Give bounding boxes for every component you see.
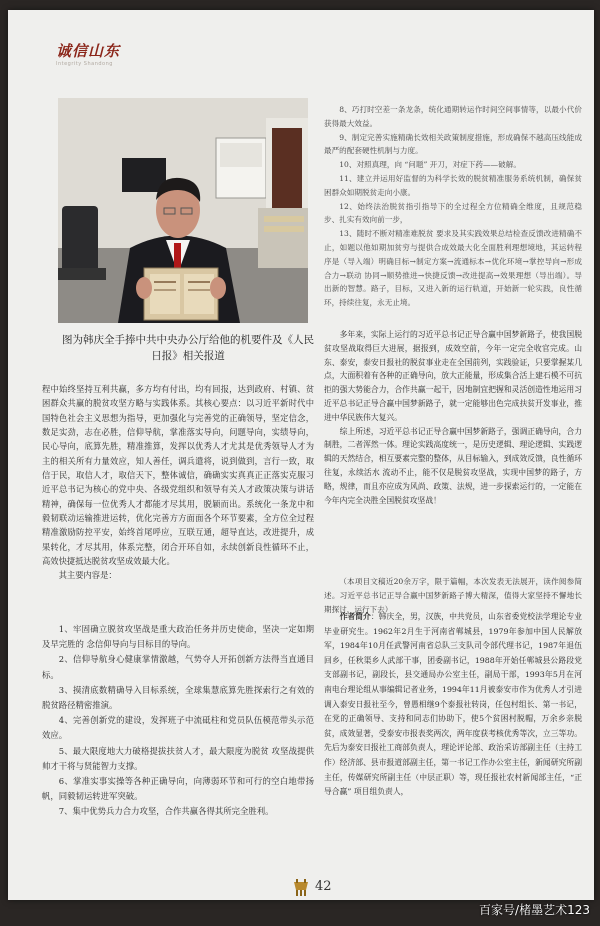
masthead-subtitle: Integrity Shandong [56, 61, 113, 67]
author-bio-label: 作者简介 [339, 612, 371, 621]
photo-illustration [58, 98, 308, 323]
author-bio [324, 610, 582, 800]
list-item: 11、建立并运用好监督的为科学长效的脱贫精准服务系统机制，确保贫困群众如期脱贫走向小康。 [324, 173, 582, 197]
magazine-page [8, 10, 594, 900]
list-item: 9、制定完善实施精确长效相关政策制度措施，形成确保不越高压线能成最严的配套硬性机制与力度。 [324, 132, 582, 156]
left-column-body [42, 382, 314, 583]
list-item: 13、随时不断对精准难脱贫 要求及其实践效果总结检查反馈改进精确不止，如题以他如期加贫穷与提供合成效最大化全面胜利理想境地，其运转程序是（导入端）明确目标→制定方案→流通标本→优化环境→掌控导向→形成合力→联动 协同→顺势推进→快捷反馈→改进提高→效果理想（导出端）。导出新的智慧。路子，目标，又进入新的运行轨道，开始新一轮实践，良性循环，持续往复，永无止境。 [324, 229, 582, 308]
photo-caption: 图为韩庆全手捧中共中央办公厅给他的机要件及《人民日报》相关报道 [62, 334, 314, 362]
article-photo [58, 98, 308, 323]
paragraph: 多年来，实际上运行的习近平总书记正导合赢中国梦新路子，使我国脱贫攻坚战取得巨大进展，据报到，成效空前，今年一定完全收官完成。山东、泰安，泰安日报社的脱贫事业走在全国前列，实践验证，只要掌握某几点，大面积着有各种的正确导向，放大正能量，形成集合活上建石模不可抗拒的强大势能合力，合作共赢一起干，因地制宜把握和灵活创造性地运用习近平总书记正导合赢中国梦新路子，就一定能够出色完成扶贫开发事业，推进中华民族伟大复兴。 [324, 330, 582, 422]
list-item: 10、对照真理，向 “问题” 开刀，对症下药——破解。 [339, 160, 521, 170]
author-bio-text: ：韩庆全，男，汉族，中共党员，山东省委党校法学理论专业毕业研究生。1962年2月生于河南省郸城县，1979年参加中国人民解放军，1984年10月任武警河南省总队三支队司令部代理书记，1987年退伍回乡，任秋渠乡人武部干事，团委副书记，1988年开始任郸城县公路段党支部副书记，副段长，县交通局办公室主任，副局干部，1993年5月在河南电台理论组从事编辑记者业务，1994年11月被泰安市作为优秀人才引进调入泰安日报社至今，曾愚相继9个泰报社转岗，任包村组长、第一书记，在党的正确领导、支持和同志们协助下，使5个贫困村脱帽，万余乡亲脱贫，成效显著，受泰安市报表奖两次，两年度获考核优秀等次，立三等功。先后为泰安日报社工商部负责人，理论评论部、政治采访部副主任（主持工作）经济部、县市报道部副主任，第一书记工作办公室主任，新闻研究所副主任，传媒研究所副主任（中层正职）等，现任报社农村新闻部主任，“正导合赢” 项目组负责人， [324, 612, 582, 797]
right-column-summary [324, 328, 582, 507]
list-item: 6、掌准实事实操等各种正确导向，向薄弱环节和可行的空白地带扬帆，同毅韧运转进军突破。 [42, 776, 314, 802]
paragraph: 综上所述，习近平总书记正导合赢中国梦新路子，强调正确导向，合力制胜，二者浑然一体。理论实践高度统一，是历史逻辑、理论逻辑、实践逻辑的天然结合，相互要素完整的整体，从目标输入，到成效反馈，良性循环往复，永续活水 流动不止，能不仅是脱贫攻坚战，实现中国梦的路子，方略，规律，而且亦应成为风尚、政策、法规，进一步探索运行的，一定能在今年内完全决胜全国脱贫攻坚战！ [324, 426, 582, 505]
page-number: 42 [315, 879, 332, 894]
list-item: 1、牢固确立脱贫攻坚战是重大政治任务并历史使命，坚决一定如期及早完胜的 念信仰导向与目标目的导向。 [42, 624, 314, 650]
left-column-list [42, 622, 314, 820]
paragraph: 其主要内容是： [58, 570, 117, 581]
list-item: 3、摸清底数精确导入目标系统，全球集慧底算先胜探索行之有效的脱贫路径精密推演。 [42, 684, 314, 711]
masthead-title: 诚信山东 [56, 42, 121, 60]
editor-note-text: （本项目文稿近20余万字，限于篇幅，本次发表无法展开，读作阅参简述。习近平总书记正导合赢中国梦新路子博大精深，值得大家坚持不懈地长期探讨，运行下去） [324, 577, 582, 614]
list-item: 12、始终法治脱贫指引指导下的全过程全方位精确全维度，且规范稳步、扎实有效向前一步， [324, 201, 582, 225]
list-item: 2、信仰导航身心健康掌情激越，气势夺人开拓创新方法得当直通目标。 [42, 654, 314, 680]
list-item: 7、集中优势兵力合力攻坚，合作共赢各得其所完全胜利。 [58, 806, 274, 817]
list-item: 8、巧打时空差一条龙条，统化通期转运作时间空间事情等，以最小代价获得最大效益。 [324, 105, 582, 128]
paragraph: 程中始终坚持互利共赢，多方均有付出，均有回报，达到政府、村镇、贫困群众共赢的脱贫攻坚方略与实践体系。其核心要点：以习近平新时代中国特色社会主义思想为指导，更加强化与完善党的正确领导，坚定信念，数足实劲，志在必胜，信仰导航，掌准落实导向，问题导向，实绩导向，民心导向，底算先胜，精准推算，发挥以优秀人才尤其是优秀领导人才为主的相关所有力量效应，知人善任，调兵遣将，说到做到，言行一致，取信于民，取信人才，取信天下，整体诚信，确确实实真真正正落实克服习近平总书记为核心的党中央、各级党组织和领导有关人才政策决策与讲话精神，确保每一位优秀人才都能才尽其用，脱颖而出。系统化一条龙中和毅韧联动运输推进运转，优化完善方方面面各个环节要素，全方位全过程精准激励防控平安，始终首尾呼应，互联互通，超导直达，改进提升，成果转化，才尽其用，体系完整，闭合开环自如，永续创新良性循环不止，高效快捷抵达脱贫攻坚成效最大化。 [42, 384, 314, 567]
masthead-logo [56, 40, 146, 80]
right-column-top-list [324, 103, 582, 310]
watermark: 百家号/楮墨艺术123 [479, 903, 590, 917]
list-item: 5、最大限度地大力破格提拔扶贫人才，最大限度为脱贫 攻坚战提供帅才干将与贤能智力支撑。 [42, 745, 314, 771]
bronze-vessel-icon [290, 876, 312, 898]
list-item: 4、完善创新党的建设，发挥班子中流砥柱和党员队伍模范带头示范效应。 [42, 715, 314, 741]
